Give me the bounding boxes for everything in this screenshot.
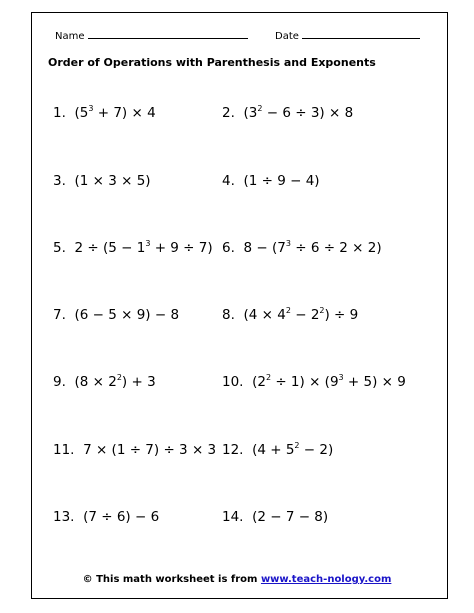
problem-9: 9. $(8 \times 2^2) + 3$ xyxy=(53,372,156,390)
problem-number: 4. xyxy=(222,173,235,189)
problem-number: 8. xyxy=(222,307,235,323)
problem-number: 11. xyxy=(53,442,75,458)
problem-number: 7. xyxy=(53,307,66,323)
problem-8: 8. $(4 \times 4^2 - 2^2) \div 9$ xyxy=(222,305,359,323)
problem-number: 13. xyxy=(53,509,75,525)
problem-13: 13. (7 ÷ 6) − 6 xyxy=(53,509,160,525)
footer-credit xyxy=(0,574,474,585)
date-line xyxy=(302,29,420,39)
problem-2: 2. $(3^2 - 6 \div 3) \times 8$ xyxy=(222,103,354,121)
problem-1: 1. $(5^3 + 7) \times 4$ xyxy=(53,103,156,121)
problem-number: 2. xyxy=(222,105,235,121)
problem-14: 14. (2 − 7 − 8) xyxy=(222,509,329,525)
problem-number: 6. xyxy=(222,240,235,256)
problem-7: 7. (6 − 5 × 9) − 8 xyxy=(53,307,180,323)
problem-number: 9. xyxy=(53,374,66,390)
problem-4: 4. (1 ÷ 9 − 4) xyxy=(222,173,320,189)
footer-prefix: © This math worksheet is from xyxy=(82,574,261,585)
problem-6: 6. $8 - (7^3 \div 6 \div 2 \times 2)$ xyxy=(222,238,382,256)
problem-number: 3. xyxy=(53,173,66,189)
problem-number: 12. xyxy=(222,442,244,458)
worksheet-title: Order of Operations with Parenthesis and Exponents xyxy=(48,56,376,69)
problem-3: 3. (1 × 3 × 5) xyxy=(53,173,151,189)
name-field xyxy=(55,29,248,43)
problem-10: 10. $(2^2 \div 1) \times (9^3 + 5) \times 9$ xyxy=(222,372,406,390)
problem-number: 10. xyxy=(222,374,244,390)
footer-link[interactable]: www.teach-nology.com xyxy=(260,574,392,585)
problem-number: 5. xyxy=(53,240,66,256)
problem-5: 5. $2 \div (5 - 1^3 + 9 \div 7)$ xyxy=(53,238,213,256)
name-line xyxy=(88,29,248,39)
date-field xyxy=(275,29,420,43)
name-label: Name xyxy=(55,31,85,42)
problem-11: 11. 7 × (1 ÷ 7) ÷ 3 × 3 xyxy=(53,442,217,458)
date-label: Date xyxy=(275,31,299,42)
problem-number: 1. xyxy=(53,105,66,121)
problem-number: 14. xyxy=(222,509,244,525)
problem-12: 12. $(4 + 5^2 - 2)$ xyxy=(222,440,334,458)
